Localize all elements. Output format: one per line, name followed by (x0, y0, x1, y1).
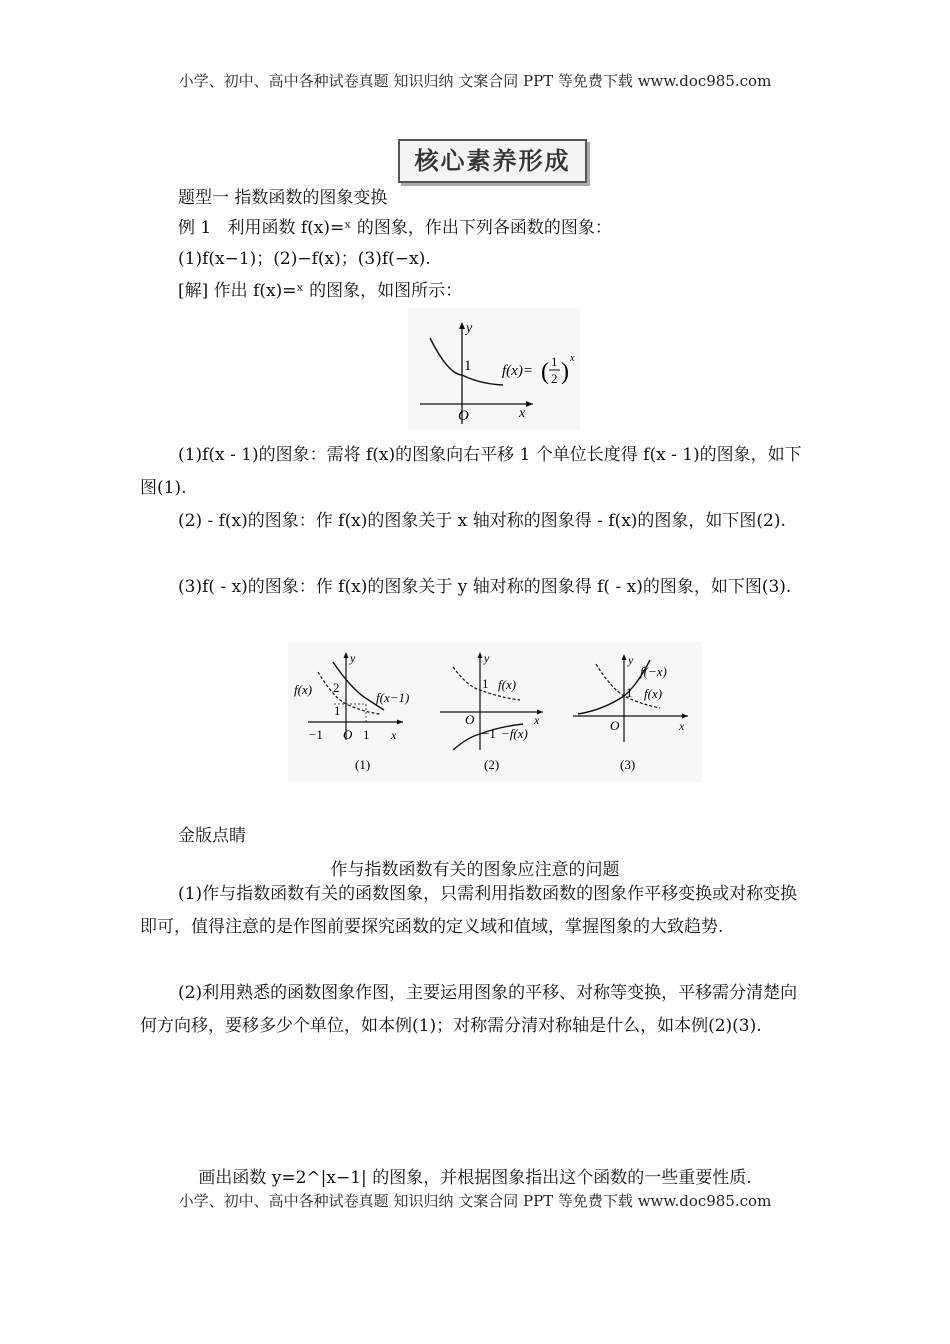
note-paragraph-1: (1)作与指数函数有关的函数图象，只需利用指数函数的图象作平移变换或对称变换即可，值得注意的是作图前要探究函数的定义域和值域，掌握图象的大致趋势. (140, 884, 798, 937)
fig1-label-neg1: −1 (309, 727, 323, 742)
example-line (178, 216, 612, 240)
exercise-line: 画出函数 y=2^|x−1| 的图象，并根据图象指出这个函数的一些重要性质. (198, 1168, 752, 1188)
fig3-label-one: 1 (626, 685, 633, 700)
note-paragraph-2: (2)利用熟悉的函数图象作图，主要运用图象的平移、对称等变换，平移需分清楚向何方向移，要移多少个单位，如本例(1)；对称需分清对称轴是什么，如本例(2)(3). (140, 983, 798, 1036)
note-heading: 金版点睛 (178, 826, 246, 846)
label-x: x (519, 406, 526, 421)
fig1-label-y: y (350, 651, 356, 665)
formula-exp: x (570, 353, 575, 364)
transform-figures (288, 642, 702, 782)
step3-paragraph: (3)f( - x)的图象：作 f(x)的图象关于 y 轴对称的图象得 f( - x)的图象，如下图(3). (178, 577, 792, 597)
fig1-label-fx: f(x) (294, 682, 313, 697)
example-text: 利用函数 f(x)=ˣ 的图象，作出下列各函数的图象： (227, 218, 612, 238)
fig2-label-y: y (484, 651, 490, 665)
fig3-label-y: y (628, 653, 634, 667)
solution-line: [解] 作出 f(x)=ˣ 的图象，如图所示： (178, 281, 463, 301)
page-header: 小学、初中、高中各种试卷真题 知识归纳 文案合同 PPT 等免费下载 www.doc985.com (178, 72, 772, 90)
fig1-label-two: 2 (333, 680, 340, 695)
fig1-caption: (1) (355, 757, 371, 772)
step2-paragraph: (2) - f(x)的图象：作 f(x)的图象关于 x 轴对称的图象得 - f(x)的图象，如下图(2). (178, 511, 786, 531)
fig3-label-x: x (679, 719, 685, 733)
fig1-label-one: 1 (334, 703, 341, 718)
fig2-label-o: O (465, 712, 475, 727)
fig1-label-x: x (391, 728, 397, 742)
step1-paragraph: (1)f(x - 1)的图象：需将 f(x)的图象向右平移 1 个单位长度得 f(x - 1)的图象，如下图(1). (140, 445, 802, 498)
label-y: y (466, 321, 473, 336)
formula-rparen: ) (561, 359, 569, 385)
label-one: 1 (464, 358, 472, 374)
page-footer: 小学、初中、高中各种试卷真题 知识归纳 文案合同 PPT 等免费下载 www.doc985.com (178, 1192, 772, 1210)
fig2-label-neg1: −1 (482, 726, 496, 741)
main-graph-figure (408, 308, 580, 430)
example-label: 例 1 (178, 218, 212, 238)
type-heading: 题型一 指数函数的图象变换 (178, 188, 388, 208)
frac-num: 1 (551, 354, 558, 369)
fig2-label-x: x (534, 713, 540, 727)
label-origin: O (458, 408, 469, 424)
fig2-label-fx: f(x) (498, 677, 517, 692)
fig1-label-x1: 1 (363, 727, 370, 742)
fig2-caption: (2) (484, 757, 500, 772)
fig2-label-negfx: −f(x) (501, 726, 528, 741)
formula-lparen: ( (541, 359, 549, 385)
frac-den: 2 (551, 371, 558, 386)
note-title: 作与指数函数有关的图象应注意的问题 (330, 860, 620, 880)
fig1-label-fx1: f(x−1) (376, 690, 410, 705)
formula-label: f(x)= (502, 363, 533, 379)
example-items: (1)f(x−1)；(2)−f(x)；(3)f(−x). (178, 249, 431, 269)
fig3-caption: (3) (620, 757, 636, 772)
section-title-banner: 核心素养形成 (398, 139, 587, 183)
fig3-label-fnx: f(−x) (640, 664, 667, 679)
fig3-label-o: O (610, 718, 620, 733)
fig1-label-o: O (343, 727, 353, 742)
fig2-label-one: 1 (482, 676, 489, 691)
fig3-label-fx: f(x) (644, 686, 663, 701)
